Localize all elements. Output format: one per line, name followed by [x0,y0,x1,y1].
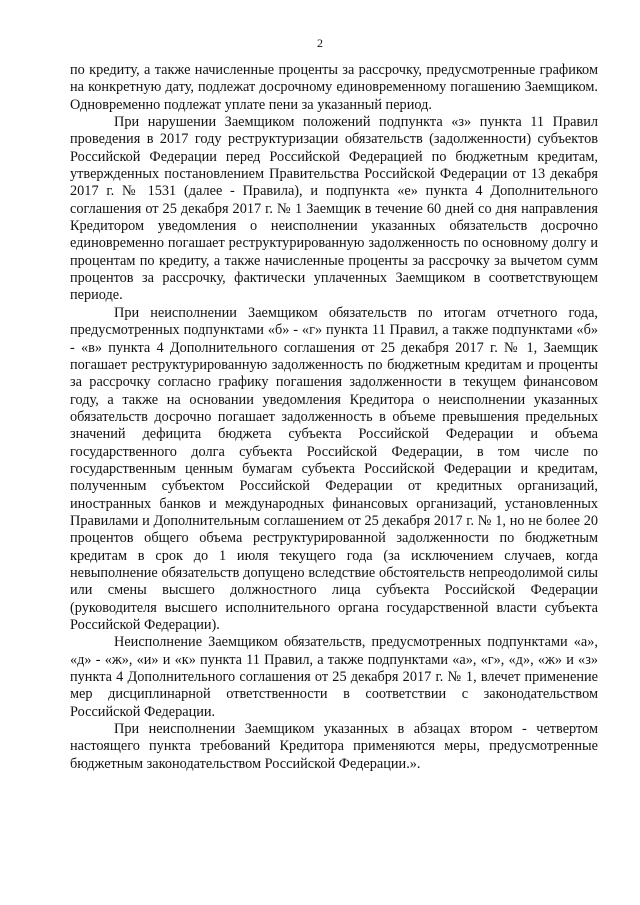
paragraph-violation-clause: При нарушении Заемщиком положений подпункта «з» пункта 11 Правил проведения в 2017 году реструктуризации обязательств (задолженности) субъектов Российской Федерации перед Российской Федерацией по бюджетным кредитам, утвержденных постановлением Правительства Российской Федерации от 13 декабря 2017 г. № 1531 (далее - Правила), и подпункта «е» пункта 4 Дополнительного соглашения от 25 декабря 2017 г. № 1 Заемщик в течение 60 дней со дня направления Кредитором уведомления о неисполнении указанных обязательств досрочно единовременно погашает реструктурированную задолженность по основному долгу и процентам по кредиту, а также начисленные проценты за рассрочку за вычетом сумм процентов за рассрочку, фактически уплаченных Заемщиком в соответствующем периоде. [70,114,598,304]
document-body [70,62,598,773]
paragraph-continuation: по кредиту, а также начисленные проценты за рассрочку, предусмотренные графиком на конкретную дату, подлежат досрочному единовременному погашению Заемщиком. Одновременно подлежат уплате пени за указанный период. [70,62,598,113]
paragraph-non-fulfillment-clause: При неисполнении Заемщиком обязательств по итогам отчетного года, предусмотренных подпунктами «б» - «г» пункта 11 Правил, а также подпунктами «б» - «в» пункта 4 Дополнительного соглашения от 25 декабря 2017 г. № 1, Заемщик погашает реструктурированную задолженность по бюджетным кредитам и проценты за рассрочку согласно графику погашения задолженности в текущем финансовом году, а также на основании уведомления Кредитора о неисполнении указанных обязательств досрочно погашает задолженность в объеме превышения предельных значений дефицита бюджета субъекта Российской Федерации и объема государственного долга субъекта Российской Федерации, в том числе по государственным ценным бумагам субъекта Российской Федерации и кредитам, полученным субъектом Российской Федерации от кредитных организаций, иностранных банков и международных финансовых организаций, установленных Правилами и Дополнительным соглашением от 25 декабря 2017 г. № 1, но не более 20 процентов общего объема реструктурированной задолженности по бюджетным кредитам в срок до 1 июля текущего года (за исключением случаев, когда невыполнение обязательств допущено вследствие обстоятельств непреодолимой силы или смены высшего должностного лица субъекта Российской Федерации (руководителя высшего исполнительного органа государственной власти субъекта Российской Федерации). [70,304,598,633]
page-number: 2 [317,36,323,50]
paragraph-budget-measures-clause: При неисполнении Заемщиком указанных в абзацах втором - четвертом настоящего пункта требований Кредитора применяются меры, предусмотренные бюджетным законодательством Российской Федерации.». [70,721,598,772]
paragraph-disciplinary-clause: Неисполнение Заемщиком обязательств, предусмотренных подпунктами «а», «д» - «ж», «и» и «к» пункта 11 Правил, а также подпунктами «а», «г», «д», «ж» и «з» пункта 4 Дополнительного соглашения от 25 декабря 2017 г. № 1, влечет применение мер дисциплинарной ответственности в соответствии с законодательством Российской Федерации. [70,634,598,720]
